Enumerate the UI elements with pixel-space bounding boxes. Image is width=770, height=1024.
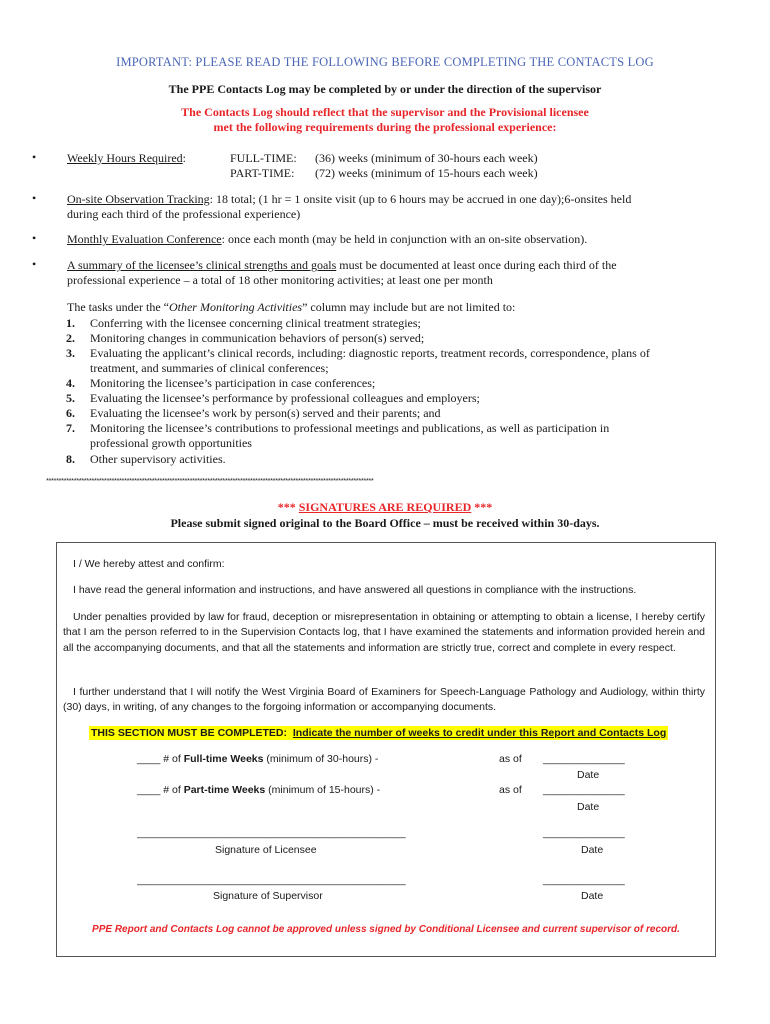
signatures-stars-left: ***	[277, 500, 299, 514]
parttime-weeks-pre: # of	[160, 784, 184, 796]
requirements-intro-line1: The Contacts Log should reflect that the supervisor and the Provisional licensee	[181, 105, 589, 119]
bullet-icon: •	[32, 257, 37, 271]
signatures-stars-right: ***	[471, 500, 493, 514]
approval-footer-note: PPE Report and Contacts Log cannot be approved unless signed by Conditional Licensee and current supervisor of record.	[92, 924, 680, 935]
parttime-date-line[interactable]: ______________	[543, 784, 625, 796]
monthly-text: : once each month (may be held in conjunction with an on-site observation).	[221, 232, 588, 246]
licensee-date-line[interactable]: ______________	[543, 827, 625, 839]
task-item-continued: treatment, and summaries of clinical conferences;	[90, 361, 329, 375]
requirements-intro-line2: met the following requirements during the professional experience:	[213, 120, 557, 134]
task-item: Evaluating the licensee’s work by person(s) served and their parents; and	[90, 406, 441, 420]
contacts-log-subtitle: The PPE Contacts Log may be completed by or under the direction of the supervisor	[168, 82, 602, 96]
summary-label: A summary of the licensee’s clinical strengths and goals	[67, 258, 337, 272]
supervisor-signature-line[interactable]: ______________________________________________	[137, 874, 406, 886]
task-item: Other supervisory activities.	[90, 452, 226, 466]
parttime-weeks-blank[interactable]: ____	[137, 784, 161, 796]
task-item: Evaluating the licensee’s performance by professional colleagues and employers;	[90, 391, 480, 405]
bullet-icon: •	[32, 150, 37, 164]
tasks-intro	[67, 300, 515, 315]
onsite-label: On-site Observation Tracking	[67, 192, 210, 206]
attest-read-instructions: I have read the general information and instructions, and have answered all questions in compliance with the instructions.	[73, 584, 637, 596]
parttime-weeks-post: (minimum of 15-hours) -	[265, 784, 381, 796]
monthly-conference	[67, 232, 587, 247]
weekly-hours-colon: :	[182, 151, 187, 165]
date-label: Date	[581, 890, 604, 902]
parttime-value: (72) weeks (minimum of 15-hours each week)	[315, 166, 538, 180]
as-of-label: as of	[499, 784, 522, 796]
task-item: Evaluating the applicant’s clinical records, including: diagnostic reports, treatment records, correspondence, plans of	[90, 346, 650, 360]
weekly-hours	[67, 151, 186, 166]
required-section-instruction: Indicate the number of weeks to credit under this Report and Contacts Log	[292, 727, 667, 739]
submit-instructions: Please submit signed original to the Board Office – must be received within 30-days.	[170, 516, 600, 530]
important-heading: IMPORTANT: PLEASE READ THE FOLLOWING BEFORE COMPLETING THE CONTACTS LOG	[116, 55, 654, 69]
task-number: 7.	[66, 421, 75, 435]
tasks-intro-post: ” column may include but are not limited to:	[302, 300, 516, 314]
task-number: 6.	[66, 406, 75, 420]
supervisor-date-line[interactable]: ______________	[543, 874, 625, 886]
licensee-signature-line[interactable]: ______________________________________________	[137, 827, 406, 839]
task-number: 3.	[66, 346, 75, 360]
fulltime-label: FULL-TIME:	[230, 151, 297, 165]
onsite-text: : 18 total; (1 hr = 1 onsite visit (up to 6 hours may be accrued in one day);6-onsites held	[209, 192, 632, 206]
task-number: 8.	[66, 452, 75, 466]
fulltime-weeks-pre: # of	[160, 753, 184, 765]
summary-text: must be documented at least once during each third of the	[336, 258, 617, 272]
signatures-required-label: SIGNATURES ARE REQUIRED	[298, 500, 472, 514]
fulltime-value: (36) weeks (minimum of 30-hours each week)	[315, 151, 538, 165]
bullet-icon: •	[32, 231, 37, 245]
tasks-intro-italic: Other Monitoring Activities	[168, 300, 303, 314]
onsite-line2: during each third of the professional experience)	[67, 207, 301, 221]
asterisk-divider: **********************************************************************************************************************************	[46, 476, 374, 485]
attest-penalties-paragraph: Under penalties provided by law for fraud, deception or misrepresentation in obtaining or attempting to obtain a license, I hereby certify that I am the person referred to in the Supervision Contacts log, that I have examined the statements and information provided herein and all the accompanying documents, and that all the statements and information are strictly true, correct and complete in every respect.	[63, 611, 705, 654]
attest-notify-paragraph: I further understand that I will notify the West Virginia Board of Examiners for Speech-Language Pathology and Audiology, within thirty (30) days, in writing, of any changes to the forgoing information or accompanying documents.	[63, 686, 705, 714]
as-of-label: as of	[499, 753, 522, 765]
task-item: Monitoring the licensee’s participation in case conferences;	[90, 376, 376, 390]
task-number: 5.	[66, 391, 75, 405]
bullet-icon: •	[32, 191, 37, 205]
required-section-banner	[89, 726, 668, 740]
fulltime-weeks-blank[interactable]: ____	[137, 753, 161, 765]
licensee-signature-label: Signature of Licensee	[215, 844, 317, 856]
task-item: Conferring with the licensee concerning clinical treatment strategies;	[90, 316, 421, 330]
required-section-label: THIS SECTION MUST BE COMPLETED:	[91, 727, 288, 739]
fulltime-weeks-label: Full-time Weeks	[183, 753, 264, 765]
supervisor-signature-label: Signature of Supervisor	[213, 890, 323, 902]
date-label: Date	[581, 844, 604, 856]
summary-line2: professional experience – a total of 18 other monitoring activities; at least one per month	[67, 273, 493, 287]
attest-line: I / We hereby attest and confirm:	[73, 558, 225, 570]
tasks-intro-pre: The tasks under the “	[67, 300, 169, 314]
task-number: 1.	[66, 316, 75, 330]
parttime-weeks-field[interactable]	[137, 784, 380, 796]
fulltime-date-line[interactable]: ______________	[543, 753, 625, 765]
attestation-box	[56, 542, 716, 957]
task-number: 2.	[66, 331, 75, 345]
fulltime-weeks-field[interactable]	[137, 753, 378, 765]
task-item-continued: professional growth opportunities	[90, 436, 252, 450]
parttime-weeks-label: Part-time Weeks	[183, 784, 266, 796]
parttime-label: PART-TIME:	[230, 166, 295, 180]
monthly-label: Monthly Evaluation Conference	[67, 232, 222, 246]
signatures-required	[0, 500, 770, 515]
weekly-hours-label: Weekly Hours Required	[67, 151, 183, 165]
fulltime-weeks-post: (minimum of 30-hours) -	[263, 753, 379, 765]
task-number: 4.	[66, 376, 75, 390]
onsite-line1	[67, 192, 727, 207]
summary-line1	[67, 258, 617, 273]
date-label: Date	[577, 801, 600, 813]
date-label: Date	[577, 769, 600, 781]
task-item: Monitoring the licensee’s contributions to professional meetings and publications, as well as participation in	[90, 421, 610, 435]
task-item: Monitoring changes in communication behaviors of person(s) served;	[90, 331, 425, 345]
